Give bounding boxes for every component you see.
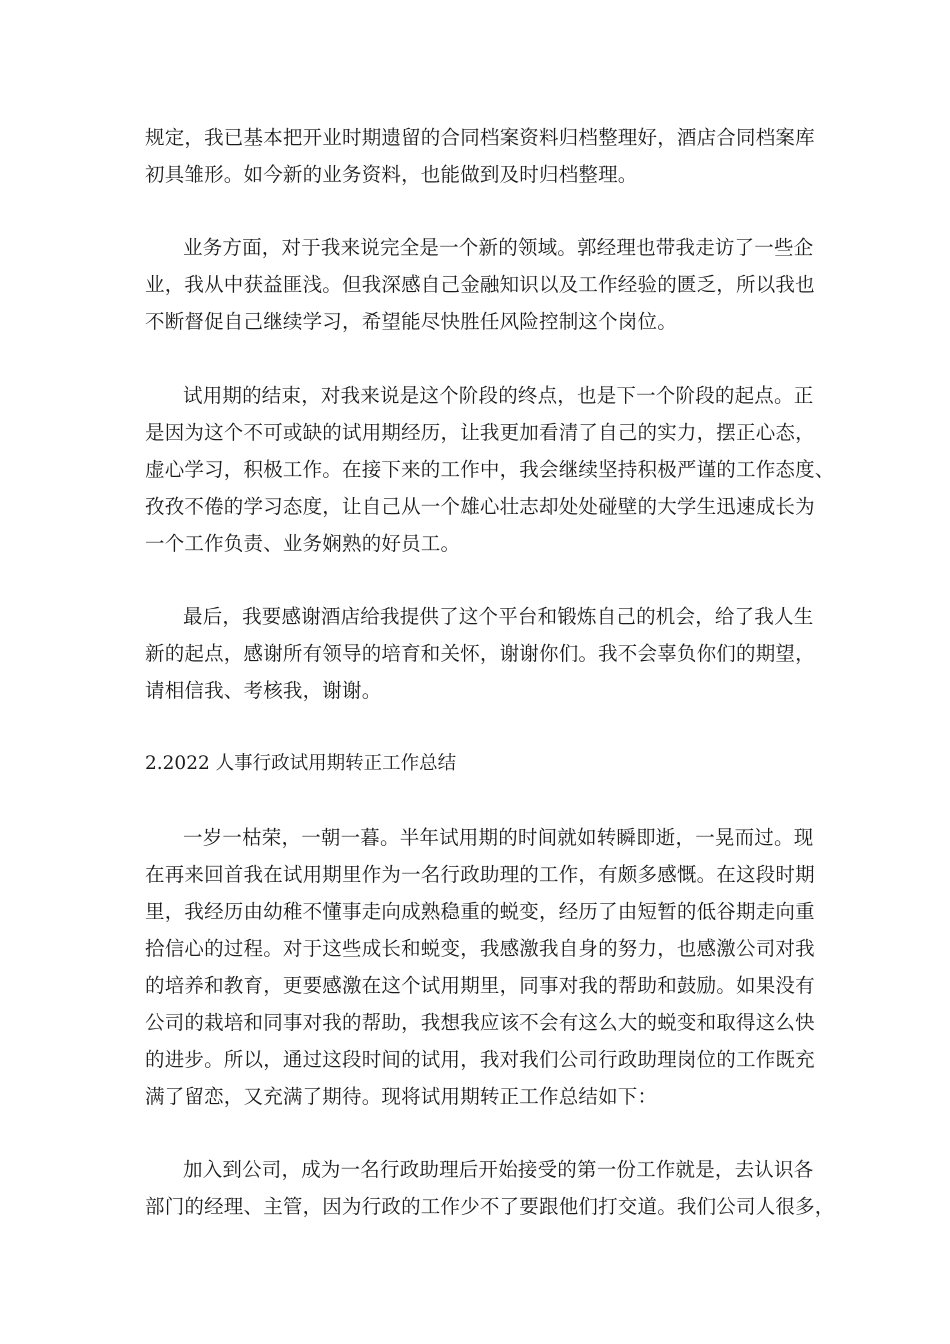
- paragraph-line: 孜孜不倦的学习态度，让自己从一个雄心壮志却处处碰壁的大学生迅速成长为: [145, 495, 815, 518]
- paragraph-line: 试用期的结束，对我来说是这个阶段的终点，也是下一个阶段的起点。正: [183, 384, 814, 407]
- paragraph-line: 规定，我已基本把开业时期遗留的合同档案资料归档整理好，酒店合同档案库: [145, 126, 815, 149]
- paragraph-line: 业，我从中获益匪浅。但我深感自己金融知识以及工作经验的匮乏，所以我也: [145, 273, 815, 296]
- paragraph-line: 业务方面，对于我来说完全是一个新的领域。郭经理也带我走访了一些企: [183, 236, 814, 259]
- section-heading: 2.2022 人事行政试用期转正工作总结: [145, 753, 457, 774]
- paragraph-line: 不断督促自己继续学习，希望能尽快胜任风险控制这个岗位。: [145, 310, 677, 333]
- paragraph-line: 是因为这个不可或缺的试用期经历，让我更加看清了自己的实力，摆正心态，: [145, 421, 815, 444]
- paragraph-line: 里，我经历由幼稚不懂事走向成熟稳重的蜕变，经历了由短暂的低谷期走向重: [145, 900, 815, 923]
- paragraph-line: 在再来回首我在试用期里作为一名行政助理的工作，有颇多感慨。在这段时期: [145, 863, 815, 886]
- paragraph-line: 加入到公司，成为一名行政助理后开始接受的第一份工作就是，去认识各: [183, 1158, 814, 1181]
- paragraph-line: 最后，我要感谢酒店给我提供了这个平台和锻炼自己的机会，给了我人生: [183, 605, 814, 628]
- paragraph-line: 请相信我、考核我，谢谢。: [145, 679, 382, 702]
- paragraph-line: 公司的栽培和同事对我的帮助，我想我应该不会有这么大的蜕变和取得这么快: [145, 1011, 815, 1034]
- paragraph-line: 满了留恋，又充满了期待。现将试用期转正工作总结如下：: [145, 1085, 658, 1108]
- paragraph-line: 拾信心的过程。对于这些成长和蜕变，我感激我自身的努力，也感激公司对我: [145, 937, 815, 960]
- paragraph-line: 的进步。所以，通过这段时间的试用，我对我们公司行政助理岗位的工作既充: [145, 1048, 815, 1071]
- paragraph-line: 部门的经理、主管，因为行政的工作少不了要跟他们打交道。我们公司人很多，: [145, 1195, 835, 1218]
- paragraph-line: 一个工作负责、业务娴熟的好员工。: [145, 532, 461, 555]
- paragraph-line: 新的起点，感谢所有领导的培育和关怀，谢谢你们。我不会辜负你们的期望，: [145, 642, 815, 665]
- paragraph-line: 一岁一枯荣，一朝一暮。半年试用期的时间就如转瞬即逝，一晃而过。现: [183, 826, 814, 849]
- paragraph-line: 的培养和教育，更要感激在这个试用期里，同事对我的帮助和鼓励。如果没有: [145, 974, 815, 997]
- paragraph-line: 虚心学习，积极工作。在接下来的工作中，我会继续坚持积极严谨的工作态度、: [145, 458, 835, 481]
- paragraph-line: 初具雏形。如今新的业务资料，也能做到及时归档整理。: [145, 163, 638, 186]
